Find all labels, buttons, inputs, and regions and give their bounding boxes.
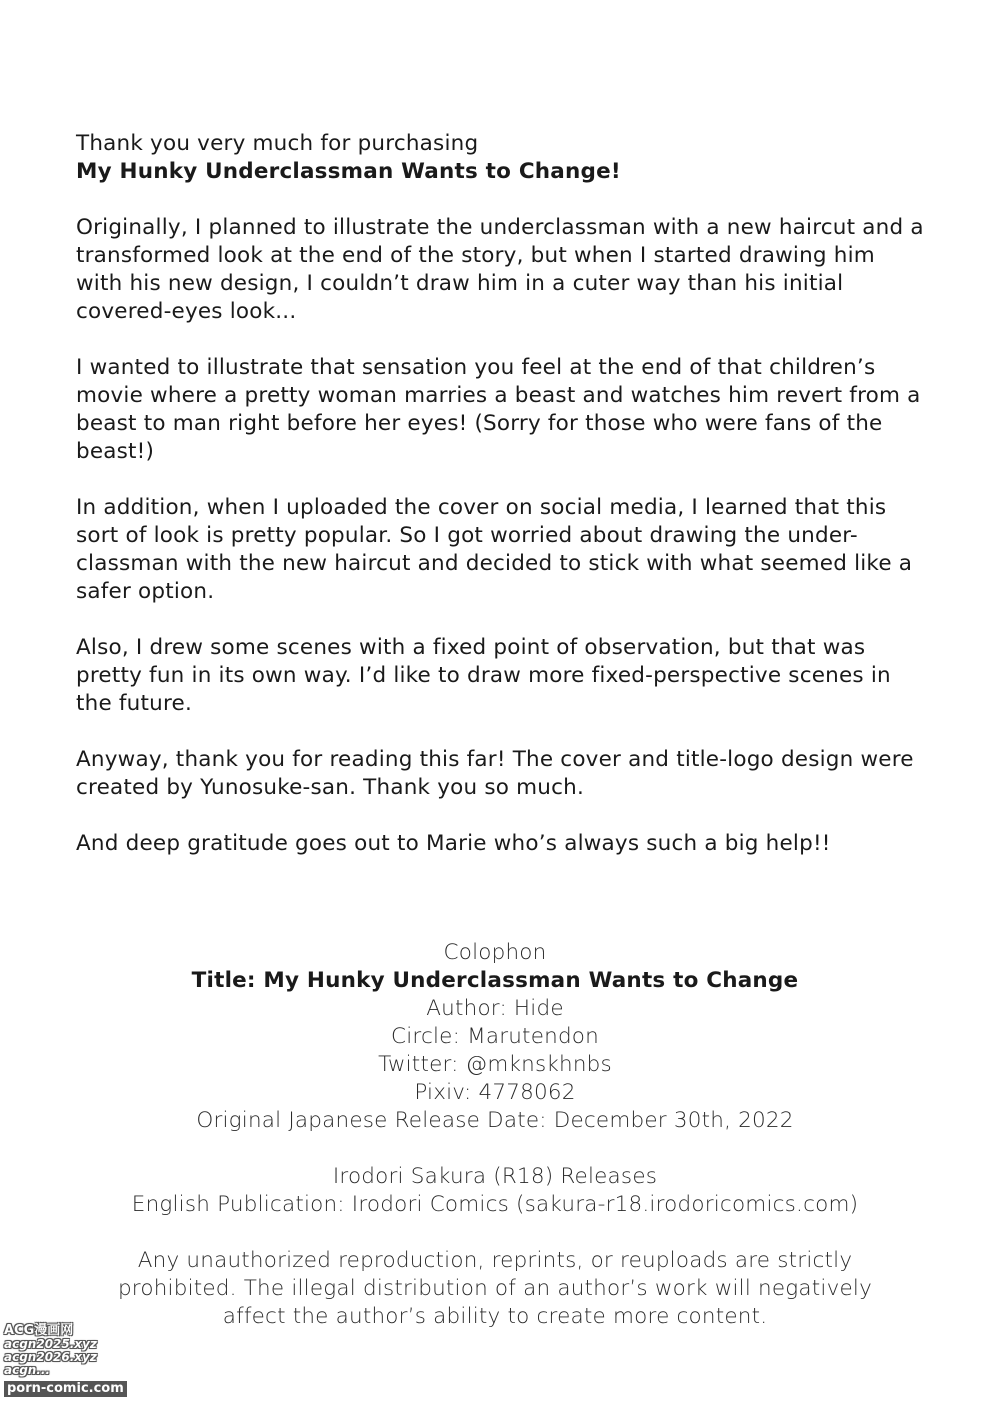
afterword-paragraph-6: And deep gratitude goes out to Marie who’s always such a big help!! bbox=[76, 831, 831, 856]
colophon-spacer bbox=[0, 1135, 990, 1163]
colophon-twitter: Twitter: @mknskhnbs bbox=[378, 1052, 612, 1077]
notice-line-2: prohibited. The illegal distribution of an author’s work will negatively bbox=[117, 1276, 873, 1301]
colophon-author: Author: Hide bbox=[426, 996, 564, 1021]
afterword-paragraph-1: Originally, I planned to illustrate the underclassman with a new haircut and a transformed look at the end of the story, but when I started drawing him with his new design, I couldn’t draw him in a cuter way than his initial covered-eyes look... bbox=[76, 215, 924, 324]
colophon-circle: Circle: Marutendon bbox=[391, 1024, 599, 1049]
colophon-publisher: Irodori Sakura (R18) Releases bbox=[332, 1164, 658, 1189]
site-watermark bbox=[4, 1324, 128, 1397]
afterword-paragraph-4: Also, I drew some scenes with a fixed point of observation, but that was pretty fun in its own way. I’d like to draw more fixed-perspective scenes in the future. bbox=[76, 635, 891, 716]
notice-line-1: Any unauthorized reproduction, reprints, or reuploads are strictly bbox=[137, 1248, 853, 1273]
afterword-paragraph-3: In addition, when I uploaded the cover on social media, I learned that this sort of look is pretty popular. So I got worried about drawing the under-classman with the new haircut and decided to stick with what seemed like a safer option. bbox=[76, 495, 913, 604]
watermark-line-3: acgn2026.xyz bbox=[4, 1350, 97, 1364]
watermark-line-5: porn-comic.com bbox=[4, 1381, 127, 1397]
afterword-paragraph-2: I wanted to illustrate that sensation you feel at the end of that children’s movie where a pretty woman marries a beast and watches him revert from a beast to man right before her eyes! (Sorry for those who were fans of the beast!) bbox=[76, 355, 921, 464]
opening-paragraph bbox=[76, 130, 926, 186]
colophon-spacer bbox=[0, 1219, 990, 1247]
colophon-release-date: Original Japanese Release Date: December 30th, 2022 bbox=[196, 1108, 794, 1133]
colophon-heading: Colophon bbox=[443, 940, 547, 965]
colophon-pixiv: Pixiv: 4778062 bbox=[414, 1080, 576, 1105]
afterword-section bbox=[76, 130, 926, 886]
watermark-line-4: acgn... bbox=[4, 1363, 51, 1377]
notice-line-3: affect the author’s ability to create more content. bbox=[222, 1304, 768, 1329]
colophon-section bbox=[0, 939, 990, 1331]
colophon-title: Title: My Hunky Underclassman Wants to Change bbox=[191, 968, 799, 993]
watermark-line-1: ACG漫画网 bbox=[4, 1323, 74, 1338]
afterword-paragraph-5: Anyway, thank you for reading this far! The cover and title-logo design were created by Yunosuke-san. Thank you so much. bbox=[76, 747, 914, 800]
watermark-line-2: acgn2025.xyz bbox=[4, 1337, 97, 1351]
book-title: My Hunky Underclassman Wants to Change! bbox=[76, 159, 621, 184]
thanks-line: Thank you very much for purchasing bbox=[76, 131, 479, 156]
colophon-english-publication: English Publication: Irodori Comics (sakura-r18.irodoricomics.com) bbox=[131, 1192, 859, 1217]
